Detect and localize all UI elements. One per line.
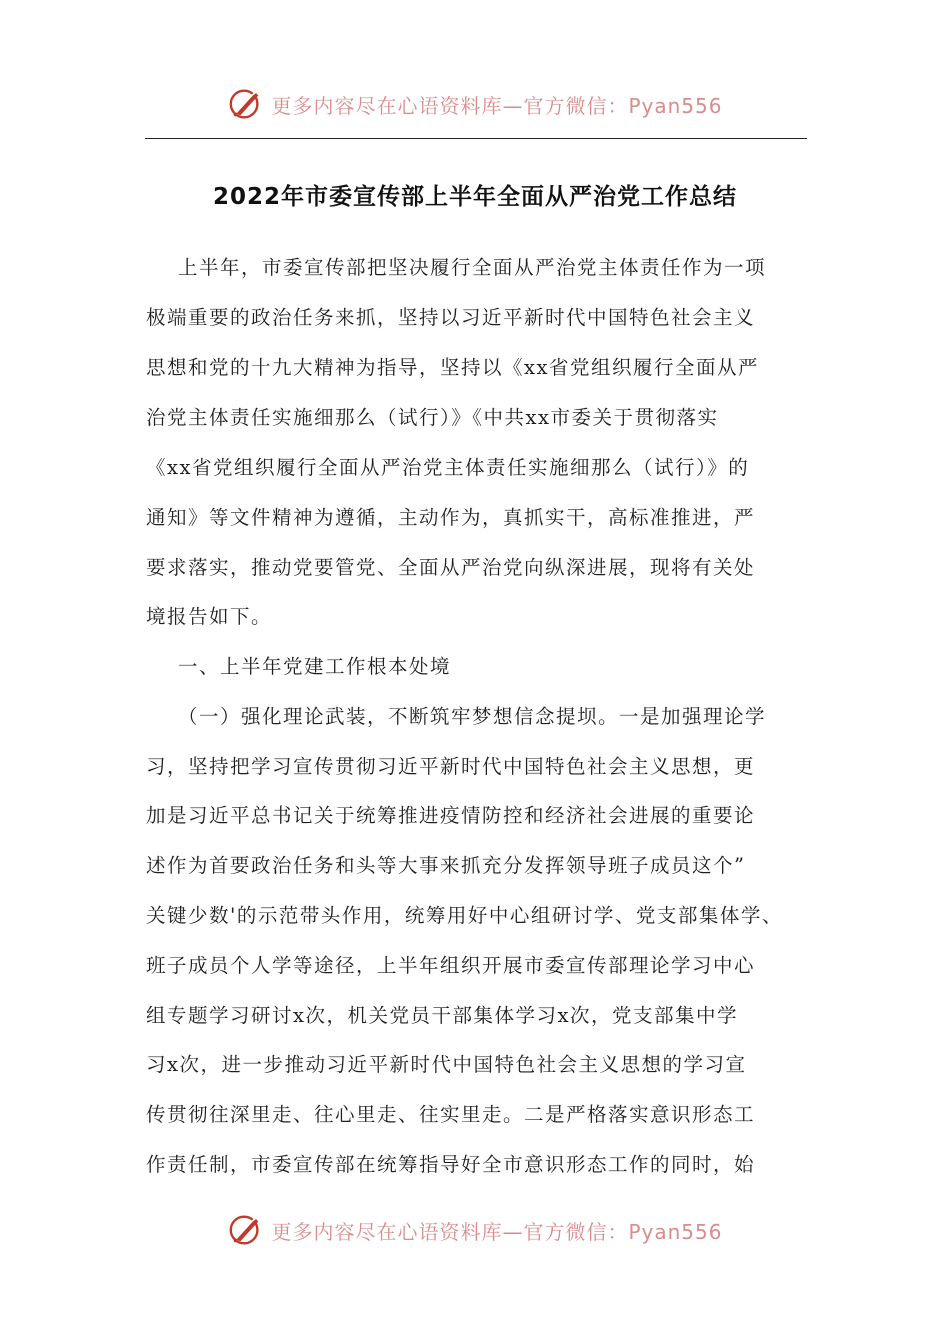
body-line: 述作为首要政治任务和头等大事来抓充分发挥领导班子成员这个” — [146, 854, 746, 877]
body-line: 组专题学习研讨x次，机关党员干部集体学习x次，党支部集中学 — [146, 1004, 738, 1027]
body-line: 作责任制，市委宣传部在统筹指导好全市意识形态工作的同时，始 — [146, 1153, 756, 1176]
body-line: 通知》等文件精神为遵循，主动作为，真抓实干，高标准推进，严 — [146, 506, 756, 529]
quill-pen-circle-icon — [227, 1211, 265, 1249]
quill-pen-circle-icon — [227, 85, 265, 123]
footer-watermark-text: 更多内容尽在心语资料库—官方微信：Pyan556 — [271, 1219, 723, 1244]
section-heading: 一、上半年党建工作根本处境 — [178, 655, 452, 678]
body-line: 极端重要的政治任务来抓，坚持以习近平新时代中国特色社会主义 — [146, 306, 756, 329]
header-watermark-text: 更多内容尽在心语资料库—官方微信：Pyan556 — [271, 93, 723, 118]
body-line: 关键少数'的示范带头作用，统筹用好中心组研讨学、党支部集体学、 — [146, 904, 783, 927]
body-line: （一）强化理论武装，不断筑牢梦想信念提坝。一是加强理论学 — [178, 705, 767, 728]
body-line: 习x次，进一步推动习近平新时代中国特色社会主义思想的学习宣 — [146, 1053, 747, 1076]
body-line: 班子成员个人学等途径，上半年组织开展市委宣传部理论学习中心 — [146, 954, 756, 977]
body-line: 习，坚持把学习宣传贯彻习近平新时代中国特色社会主义思想，更 — [146, 755, 756, 778]
body-line: 思想和党的十九大精神为指导，坚持以《xx省党组织履行全面从严 — [146, 356, 759, 379]
body-line: 加是习近平总书记关于统筹推进疫情防控和经济社会进展的重要论 — [146, 804, 756, 827]
body-line: 上半年，市委宣传部把坚决履行全面从严治党主体责任作为一项 — [178, 256, 767, 279]
footer-watermark — [0, 1208, 950, 1252]
body-line: 要求落实，推动党要管党、全面从严治党向纵深进展，现将有关处 — [146, 556, 756, 579]
body-line: 境报告如下。 — [146, 605, 273, 628]
document-title: 2022年市委宣传部上半年全面从严治党工作总结 — [212, 184, 737, 210]
body-line: 《xx省党组织履行全面从严治党主体责任实施细那么（试行）》的 — [146, 456, 750, 479]
body-line: 传贯彻往深里走、往心里走、往实里走。二是严格落实意识形态工 — [146, 1103, 756, 1126]
header-watermark — [0, 82, 950, 126]
header-divider — [145, 138, 807, 139]
body-line: 治党主体责任实施细那么（试行）》《中共xx市委关于贯彻落实 — [146, 406, 719, 429]
